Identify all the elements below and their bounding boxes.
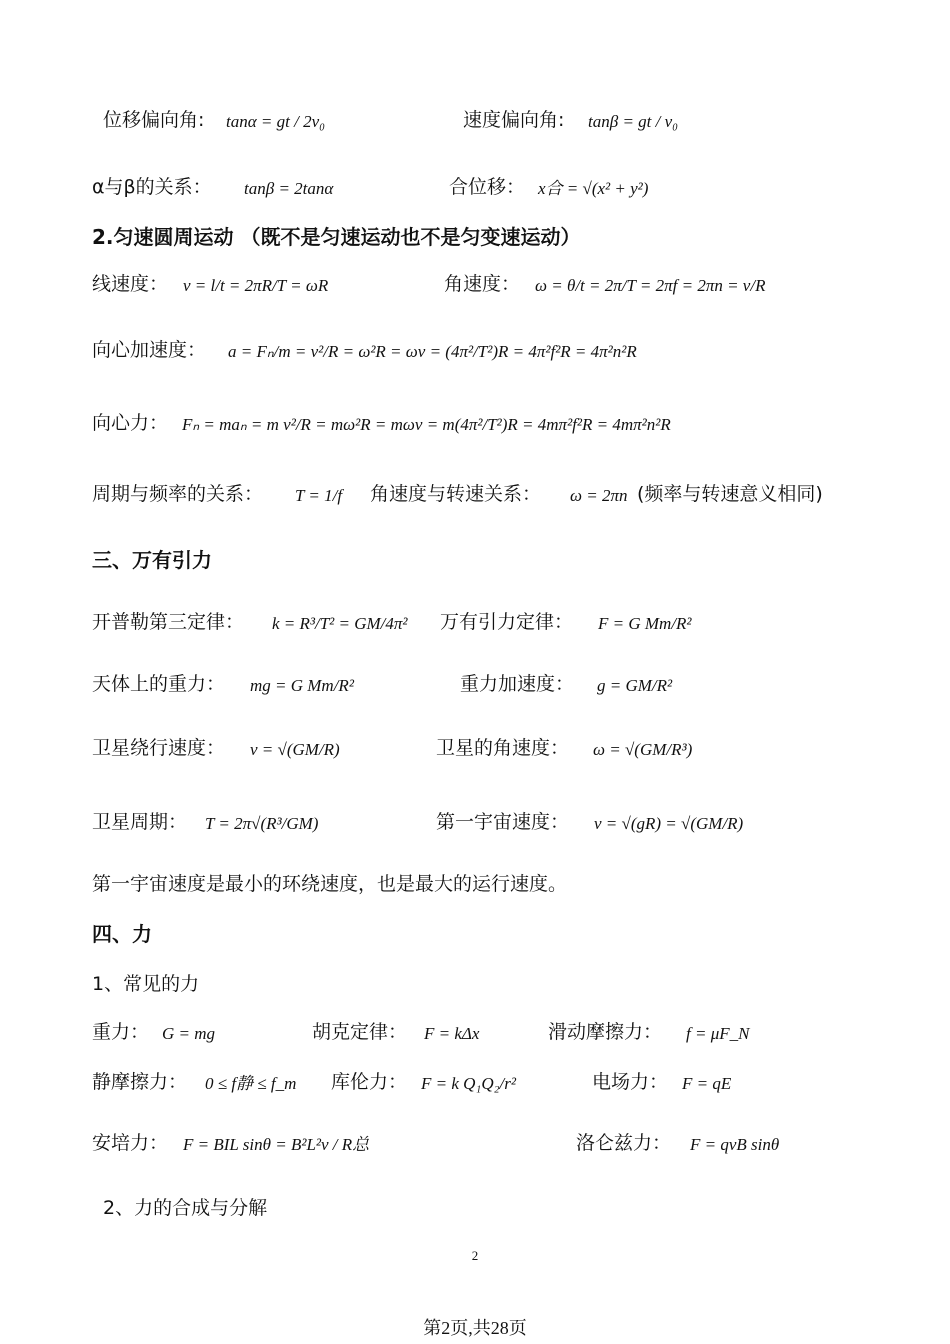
gravitation-label: 万有引力定律：: [440, 611, 574, 633]
linear-speed-label: 线速度：: [92, 273, 169, 295]
sat-period-formula: T = 2π√(R³/GM): [205, 814, 319, 833]
centripetal-force-formula: Fₙ = maₙ = m v²/R = mω²R = mωv = m(4π²/T²)R = 4mπ²f²R = 4mπ²n²R: [182, 415, 671, 434]
vel-angle-label: 速度偏向角:: [463, 109, 565, 131]
surface-gravity-formula: mg = G Mm/R²: [250, 676, 354, 695]
ab-relation-formula: tanβ = 2tanα: [244, 179, 334, 198]
sat-angular-formula: ω = √(GM/R³): [593, 740, 693, 759]
page-footer: 第2页,共28页: [423, 1318, 527, 1338]
sub1-heading: 1、常见的力: [92, 973, 200, 995]
centripetal-force-label: 向心力：: [92, 412, 169, 434]
centripetal-acc-formula: a = Fₙ/m = v²/R = ω²R = ωv = (4π²/T²)R = 4π²f²R = 4π²n²R: [228, 342, 637, 361]
cosmic-speed-label: 第一宇宙速度：: [436, 811, 570, 833]
static-label: 静摩擦力：: [92, 1071, 188, 1093]
static-formula: 0 ≤ f静 ≤ f_m: [205, 1074, 297, 1093]
section4-heading: 四、力: [92, 922, 152, 946]
disp-angle-formula: tanα = gt / 2v₀: [226, 112, 326, 131]
angular-rot-note: (频率与转速意义相同): [637, 483, 823, 505]
kepler-formula: k = R³/T² = GM/4π²: [272, 614, 408, 633]
cosmic-speed-formula: v = √(gR) = √(GM/R): [594, 814, 744, 833]
gravity-label: 重力：: [92, 1021, 150, 1043]
sat-angular-label: 卫星的角速度：: [436, 737, 570, 759]
cosmic-note: 第一宇宙速度是最小的环绕速度，也是最大的运行速度。: [92, 873, 568, 895]
ampere-label: 安培力：: [92, 1132, 169, 1154]
gravitation-formula: F = G Mm/R²: [598, 614, 692, 633]
sat-speed-formula: v = √(GM/R): [250, 740, 340, 759]
sliding-label: 滑动摩擦力：: [548, 1021, 663, 1043]
vel-angle-formula: tanβ = gt / v₀: [588, 112, 679, 131]
period-freq-label: 周期与频率的关系：: [92, 483, 264, 505]
disp-angle-label: 位移偏向角:: [103, 109, 205, 131]
angular-rot-formula: ω = 2πn: [570, 486, 628, 505]
period-freq-formula: T = 1/f: [295, 486, 343, 505]
gravity-acc-label: 重力加速度：: [460, 673, 575, 695]
section3-heading: 三、万有引力: [92, 548, 212, 572]
ab-relation-label: α与β的关系：: [92, 176, 212, 198]
gravity-acc-formula: g = GM/R²: [597, 676, 673, 695]
linear-speed-formula: v = l/t = 2πR/T = ωR: [183, 276, 329, 295]
page-number: 2: [471, 1248, 479, 1263]
electric-formula: F = qE: [682, 1074, 732, 1093]
sat-speed-label: 卫星绕行速度：: [92, 737, 226, 759]
section2-heading: 2.匀速圆周运动 （既不是匀速运动也不是匀变速运动）: [92, 225, 581, 249]
coulomb-label: 库伦力：: [331, 1071, 408, 1093]
sub2-heading: 2、力的合成与分解: [103, 1197, 268, 1219]
resultant-disp-label: 合位移：: [449, 176, 526, 198]
kepler-label: 开普勒第三定律：: [92, 611, 245, 633]
gravity-formula: G = mg: [162, 1024, 216, 1043]
hooke-label: 胡克定律：: [312, 1021, 408, 1043]
angular-rot-label: 角速度与转速关系：: [370, 483, 542, 505]
coulomb-formula: F = k Q₁Q₂/r²: [421, 1074, 516, 1093]
electric-label: 电场力：: [592, 1071, 669, 1093]
angular-speed-label: 角速度：: [444, 273, 521, 295]
lorentz-label: 洛仑兹力：: [576, 1132, 672, 1154]
angular-speed-formula: ω = θ/t = 2π/T = 2πf = 2πn = v/R: [535, 276, 766, 295]
resultant-disp-formula: x合 = √(x² + y²): [538, 179, 649, 198]
hooke-formula: F = kΔx: [424, 1024, 480, 1043]
ampere-formula: F = BIL sinθ = B²L²v / R总: [183, 1135, 370, 1154]
surface-gravity-label: 天体上的重力：: [92, 673, 226, 695]
sliding-formula: f = μF_N: [686, 1024, 750, 1043]
centripetal-acc-label: 向心加速度：: [92, 339, 207, 361]
lorentz-formula: F = qvB sinθ: [690, 1135, 780, 1154]
sat-period-label: 卫星周期：: [92, 811, 188, 833]
